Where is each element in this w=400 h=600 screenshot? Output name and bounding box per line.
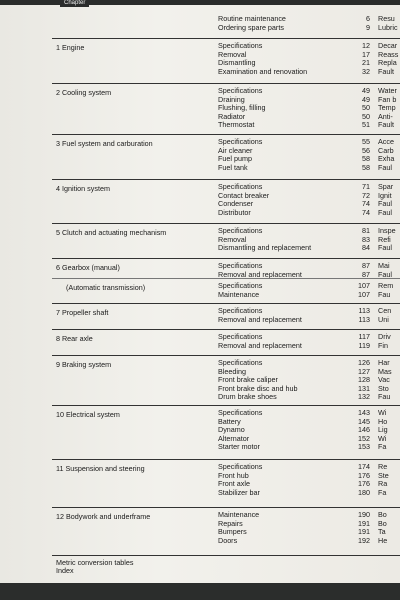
toc-item-label[interactable]: Draining: [218, 94, 245, 104]
toc-item-page: 107: [358, 289, 370, 299]
toc-item-label[interactable]: Bleeding: [218, 366, 246, 376]
toc-item-page: 153: [358, 442, 370, 452]
toc-item-page: 107: [358, 281, 370, 290]
toc-item-right-column: Spar: [378, 182, 394, 191]
toc-item-page: 51: [362, 120, 370, 130]
toc-item-label[interactable]: Doors: [218, 535, 238, 545]
toc-item-right-column: Faul: [378, 243, 392, 253]
section-divider: [52, 179, 400, 180]
toc-item-right-column: Faul: [378, 199, 392, 209]
section-title[interactable]: 5 Clutch and actuating mechanism: [56, 228, 167, 237]
toc-item-label[interactable]: Bumpers: [218, 527, 247, 537]
toc-item-right-column: Cen: [378, 306, 392, 315]
toc-item-page: 143: [358, 408, 370, 417]
chapter-tab: Chapter: [60, 0, 89, 7]
toc-item-page: 21: [362, 58, 370, 68]
toc-item-right-column: Ra: [378, 479, 388, 489]
toc-item-page: 180: [358, 487, 370, 497]
toc-item-label[interactable]: Dismantling and replacement: [218, 243, 312, 253]
toc-item-label[interactable]: Removal: [218, 234, 247, 244]
toc-item-label[interactable]: Maintenance: [218, 510, 260, 519]
toc-item-right-column: Fa: [378, 487, 387, 497]
section-title[interactable]: 8 Rear axle: [56, 334, 93, 343]
toc-item-right-column: Bo: [378, 510, 387, 519]
section-divider: [52, 83, 400, 84]
section-title[interactable]: 10 Electrical system: [56, 410, 120, 419]
toc-item-page: 87: [362, 261, 370, 270]
toc-item-page: 56: [362, 145, 370, 155]
toc-item-page: 17: [362, 49, 370, 59]
section-title[interactable]: 7 Propeller shaft: [56, 308, 109, 317]
toc-item-page: 117: [358, 332, 370, 341]
toc-item-right-column: Lig: [378, 425, 388, 435]
toc-item-right-column: He: [378, 535, 388, 545]
toc-item-page: 32: [362, 66, 370, 76]
toc-item-right-column: Water: [378, 86, 397, 95]
toc-item-label[interactable]: Routine maintenance: [218, 14, 286, 23]
toc-item-page: 72: [362, 190, 370, 200]
section-divider: [52, 134, 400, 135]
section-title[interactable]: 3 Fuel system and carburation: [56, 139, 153, 148]
toc-item-right-column: Ignit: [378, 190, 392, 200]
toc-item-page: 152: [358, 433, 370, 443]
section-divider: [52, 223, 400, 224]
toc-item-page: 113: [358, 306, 370, 315]
toc-item-right-column: Refi: [378, 234, 391, 244]
toc-item-label[interactable]: Specifications: [218, 281, 263, 290]
toc-item-label[interactable]: Flushing, filling: [218, 103, 266, 113]
section-title[interactable]: 4 Ignition system: [56, 184, 110, 193]
toc-item-right-column: Driv: [378, 332, 391, 341]
section-divider: [52, 329, 400, 330]
toc-item-label[interactable]: Specifications: [218, 226, 263, 235]
toc-item-label[interactable]: Front hub: [218, 470, 249, 480]
toc-item-page: 176: [358, 470, 370, 480]
toc-item-right-column: Mas: [378, 366, 392, 376]
section-divider: [52, 38, 400, 39]
toc-item-page: 146: [358, 425, 370, 435]
toc-item-right-column: Faul: [378, 269, 392, 279]
toc-item-label[interactable]: Specifications: [218, 182, 263, 191]
toc-item-label[interactable]: Fuel tank: [218, 162, 248, 172]
toc-item-page: 58: [362, 154, 370, 164]
toc-item-page: 132: [358, 392, 370, 402]
toc-item-label[interactable]: Specifications: [218, 358, 263, 367]
toc-item-label[interactable]: Maintenance: [218, 289, 260, 299]
toc-item-right-column: Re: [378, 462, 388, 471]
section-title[interactable]: 9 Braking system: [56, 360, 112, 369]
toc-item-right-column: Resu: [378, 14, 395, 23]
toc-item-label[interactable]: Specifications: [218, 408, 263, 417]
toc-item-page: 87: [362, 269, 370, 279]
toc-item-label[interactable]: Repairs: [218, 518, 243, 528]
toc-item-right-column: Fin: [378, 340, 388, 350]
section-divider: [52, 355, 400, 356]
section-title[interactable]: 1 Engine: [56, 43, 85, 52]
toc-item-label[interactable]: Front brake caliper: [218, 375, 278, 385]
toc-item-page: 191: [358, 518, 370, 528]
toc-item-right-column: Decar: [378, 41, 398, 50]
toc-item-label[interactable]: Distributor: [218, 207, 251, 217]
toc-item-right-column: Fau: [378, 392, 391, 402]
toc-item-right-column: Temp: [378, 103, 396, 113]
toc-item-label[interactable]: Dismantling: [218, 58, 256, 68]
toc-item-right-column: Sto: [378, 383, 389, 393]
section-divider: [52, 555, 400, 556]
toc-item-label[interactable]: Specifications: [218, 137, 263, 146]
toc-item-page: 50: [362, 103, 370, 113]
toc-item-page: 49: [362, 86, 370, 95]
toc-item-label[interactable]: Ordering spare parts: [218, 22, 284, 32]
toc-item-label[interactable]: Examination and renovation: [218, 66, 308, 76]
toc-item-page: 55: [362, 137, 370, 146]
toc-item-page: 84: [362, 243, 370, 253]
footer-index[interactable]: Index: [56, 566, 74, 575]
toc-item-page: 49: [362, 94, 370, 104]
section-title[interactable]: 6 Gearbox (manual): [56, 263, 120, 272]
toc-item-right-column: Vac: [378, 375, 390, 385]
toc-item-label[interactable]: Front axle: [218, 479, 250, 489]
section-title[interactable]: 2 Cooling system: [56, 88, 112, 97]
toc-item-page: 74: [362, 199, 370, 209]
background-surface: [0, 583, 400, 600]
toc-item-label[interactable]: Specifications: [218, 306, 263, 315]
toc-item-label[interactable]: Removal: [218, 49, 247, 59]
toc-item-page: 9: [366, 22, 370, 32]
toc-item-label[interactable]: Starter motor: [218, 442, 260, 452]
toc-item-right-column: Reass: [378, 49, 399, 59]
toc-item-page: 174: [358, 462, 370, 471]
section-title[interactable]: 11 Suspension and steering: [56, 464, 145, 473]
toc-item-page: 145: [358, 416, 370, 426]
toc-item-label[interactable]: Alternator: [218, 433, 250, 443]
toc-item-right-column: Fan b: [378, 94, 397, 104]
section-title[interactable]: 12 Bodywork and underframe: [56, 512, 151, 521]
toc-item-right-column: Har: [378, 358, 390, 367]
toc-item-label[interactable]: Removal and replacement: [218, 340, 302, 350]
footer-metric-conversion[interactable]: Metric conversion tables: [56, 558, 134, 567]
toc-item-page: 6: [366, 14, 370, 23]
toc-item-right-column: Wi: [378, 408, 387, 417]
toc-item-right-column: Acce: [378, 137, 394, 146]
section-divider: [52, 507, 400, 508]
toc-item-page: 131: [358, 383, 370, 393]
toc-item-page: 191: [358, 527, 370, 537]
toc-item-label[interactable]: Stabilizer bar: [218, 487, 260, 497]
subsection-divider: [52, 278, 400, 279]
toc-item-page: 83: [362, 234, 370, 244]
toc-item-label[interactable]: Specifications: [218, 41, 263, 50]
toc-item-right-column: Fault: [378, 66, 394, 76]
toc-item-label[interactable]: Specifications: [218, 261, 263, 270]
toc-item-right-column: Bo: [378, 518, 387, 528]
toc-item-right-column: Faul: [378, 207, 392, 217]
toc-item-label[interactable]: Battery: [218, 416, 241, 426]
toc-item-right-column: Inspe: [378, 226, 396, 235]
toc-item-right-column: Ho: [378, 416, 388, 426]
toc-item-right-column: Ta: [378, 527, 386, 537]
section-divider: [52, 459, 400, 460]
section-title[interactable]: (Automatic transmission): [66, 283, 146, 292]
toc-item-right-column: Fau: [378, 289, 391, 299]
toc-item-label[interactable]: Specifications: [218, 462, 263, 471]
toc-item-page: 190: [358, 510, 370, 519]
toc-item-right-column: Repla: [378, 58, 397, 68]
section-divider: [52, 303, 400, 304]
toc-item-label[interactable]: Air cleaner: [218, 145, 253, 155]
toc-item-label[interactable]: Condenser: [218, 199, 254, 209]
toc-item-right-column: Rem: [378, 281, 394, 290]
toc-item-right-column: Faul: [378, 162, 392, 172]
toc-item-label[interactable]: Dynamo: [218, 425, 245, 435]
toc-item-page: 50: [362, 111, 370, 121]
toc-item-page: 58: [362, 162, 370, 172]
toc-item-page: 176: [358, 479, 370, 489]
toc-item-page: 127: [358, 366, 370, 376]
toc-item-right-column: Anti-: [378, 111, 393, 121]
toc-item-label[interactable]: Removal and replacement: [218, 269, 302, 279]
toc-item-right-column: Fa: [378, 442, 387, 452]
toc-item-page: 74: [362, 207, 370, 217]
toc-item-right-column: Fault: [378, 120, 394, 130]
toc-item-label[interactable]: Radiator: [218, 111, 246, 121]
toc-item-page: 128: [358, 375, 370, 385]
toc-item-right-column: Wi: [378, 433, 387, 443]
toc-item-right-column: Uni: [378, 314, 389, 324]
toc-item-right-column: Mai: [378, 261, 390, 270]
toc-item-label[interactable]: Thermostat: [218, 120, 255, 130]
toc-item-label[interactable]: Front brake disc and hub: [218, 383, 298, 393]
toc-item-label[interactable]: Drum brake shoes: [218, 392, 277, 402]
toc-item-label[interactable]: Removal and replacement: [218, 314, 302, 324]
toc-item-page: 192: [358, 535, 370, 545]
toc-item-page: 81: [362, 226, 370, 235]
toc-item-label[interactable]: Contact breaker: [218, 190, 270, 200]
toc-item-label[interactable]: Fuel pump: [218, 154, 252, 164]
toc-item-page: 12: [362, 41, 370, 50]
toc-item-page: 113: [358, 314, 370, 324]
toc-item-page: 126: [358, 358, 370, 367]
section-divider: [52, 405, 400, 406]
toc-item-right-column: Lubric: [378, 22, 398, 32]
toc-item-right-column: Ste: [378, 470, 389, 480]
toc-item-label[interactable]: Specifications: [218, 86, 263, 95]
toc-item-page: 71: [362, 182, 370, 191]
toc-item-label[interactable]: Specifications: [218, 332, 263, 341]
toc-item-page: 119: [358, 340, 370, 350]
toc-item-right-column: Carb: [378, 145, 394, 155]
toc-item-right-column: Exha: [378, 154, 395, 164]
section-divider: [52, 258, 400, 259]
